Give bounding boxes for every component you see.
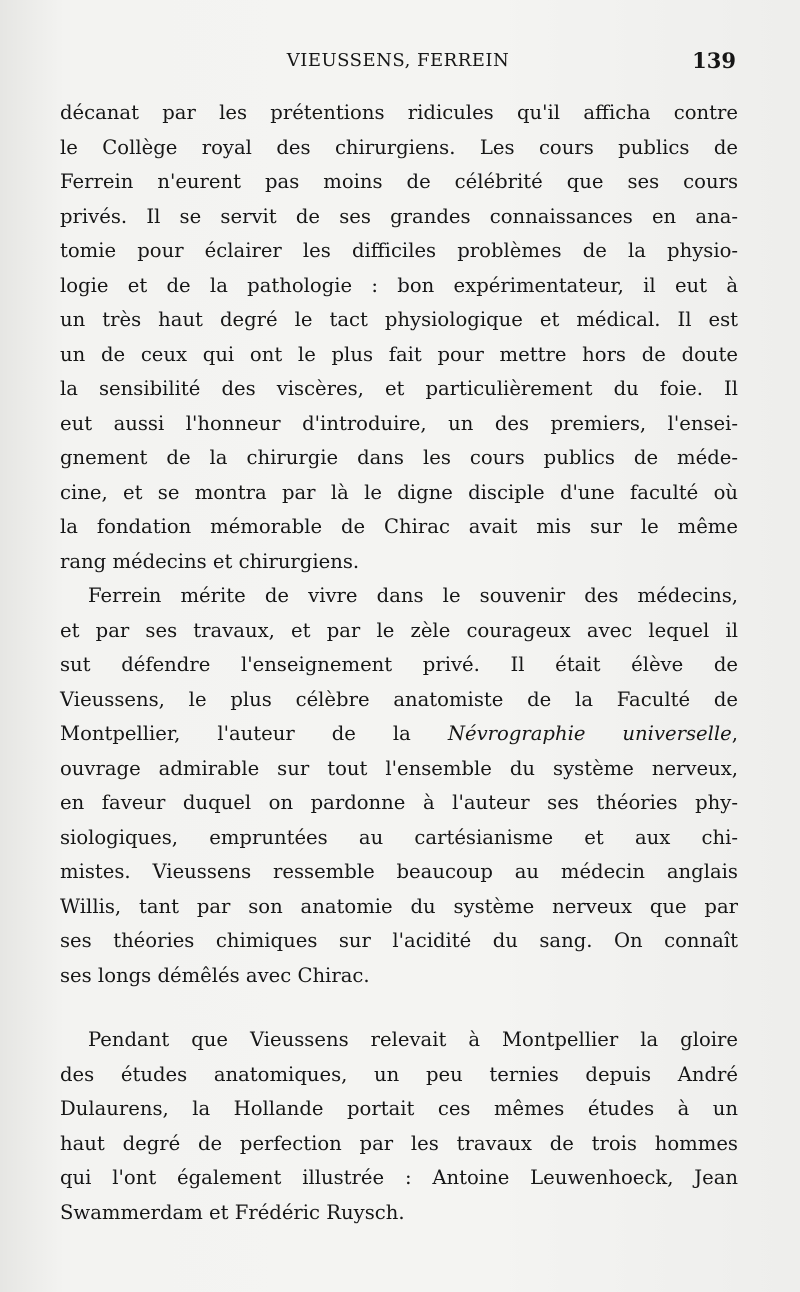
text-line: Willis, tant par son anatomie du système nerveux que par bbox=[60, 894, 738, 918]
text-line: ses théories chimiques sur l'acidité du sang. On connaît bbox=[60, 929, 738, 952]
text-line: mistes. Vieussens ressemble beaucoup au médecin anglais bbox=[60, 860, 738, 883]
text-line: et par ses travaux, et par le zèle courageux avec lequel il bbox=[60, 618, 738, 642]
text-line: ouvrage admirable sur tout l'ensemble du système nerveux, bbox=[60, 756, 738, 780]
text-line: décanat par les prétentions ridicules qu'il afficha contre bbox=[60, 101, 738, 124]
text-line: Vieussens, le plus célèbre anatomiste de la Faculté de bbox=[60, 687, 738, 711]
text-fragment: Montpellier, l'auteur de la bbox=[60, 722, 448, 745]
body-text bbox=[60, 96, 738, 1230]
text-line: Swammerdam et Frédéric Ruysch. bbox=[60, 1200, 405, 1224]
text-line: le Collège royal des chirurgiens. Les cours publics de bbox=[60, 135, 738, 159]
text-line: Dulaurens, la Hollande portait ces mêmes études à un bbox=[60, 1097, 738, 1120]
running-head bbox=[58, 48, 738, 74]
book-title-italic: Névrographie universelle bbox=[447, 722, 732, 745]
text-line: Pendant que Vieussens relevait à Montpellier la gloire bbox=[88, 1028, 738, 1051]
paragraph-1 bbox=[60, 96, 738, 579]
text-line: la fondation mémorable de Chirac avait mis sur le même bbox=[60, 515, 738, 538]
page-number: 139 bbox=[692, 48, 736, 73]
text-line: privés. Il se servit de ses grandes connaissances en ana- bbox=[60, 204, 738, 228]
text-line: siologiques, empruntées au cartésianisme et aux chi- bbox=[60, 825, 738, 849]
paragraph-gap bbox=[60, 993, 738, 1023]
text-fragment: , bbox=[731, 722, 738, 745]
text-line: cine, et se montra par là le digne disciple d'une faculté où bbox=[60, 480, 738, 504]
paragraph-3 bbox=[60, 1023, 738, 1230]
text-line: ses longs démêlés avec Chirac. bbox=[60, 963, 370, 987]
text-line: tomie pour éclairer les difficiles problèmes de la physio- bbox=[60, 239, 738, 262]
running-title: VIEUSSENS, FERREIN bbox=[286, 50, 510, 71]
text-line: un très haut degré le tact physiologique et médical. Il est bbox=[60, 308, 738, 331]
text-line-with-title bbox=[60, 717, 738, 752]
paragraph-2 bbox=[60, 579, 738, 993]
text-line: en faveur duquel on pardonne à l'auteur ses théories phy- bbox=[60, 791, 738, 814]
text-line: la sensibilité des viscères, et particulièrement du foie. Il bbox=[60, 377, 738, 400]
text-line: gnement de la chirurgie dans les cours publics de méde- bbox=[60, 446, 738, 469]
text-line: un de ceux qui ont le plus fait pour mettre hors de doute bbox=[60, 342, 738, 366]
text-line: sut défendre l'enseignement privé. Il était élève de bbox=[60, 653, 738, 676]
text-line: qui l'ont également illustrée : Antoine Leuwenhoeck, Jean bbox=[60, 1166, 738, 1189]
text-line: des études anatomiques, un peu ternies depuis André bbox=[60, 1062, 738, 1086]
text-line: Ferrein n'eurent pas moins de célébrité que ses cours bbox=[60, 170, 738, 193]
text-line: haut degré de perfection par les travaux de trois hommes bbox=[60, 1131, 738, 1155]
text-line: eut aussi l'honneur d'introduire, un des premiers, l'ensei- bbox=[60, 411, 738, 435]
text-line: logie et de la pathologie : bon expérimentateur, il eut à bbox=[60, 273, 738, 297]
text-line: Ferrein mérite de vivre dans le souvenir des médecins, bbox=[88, 584, 738, 607]
text-line: rang médecins et chirurgiens. bbox=[60, 549, 360, 573]
